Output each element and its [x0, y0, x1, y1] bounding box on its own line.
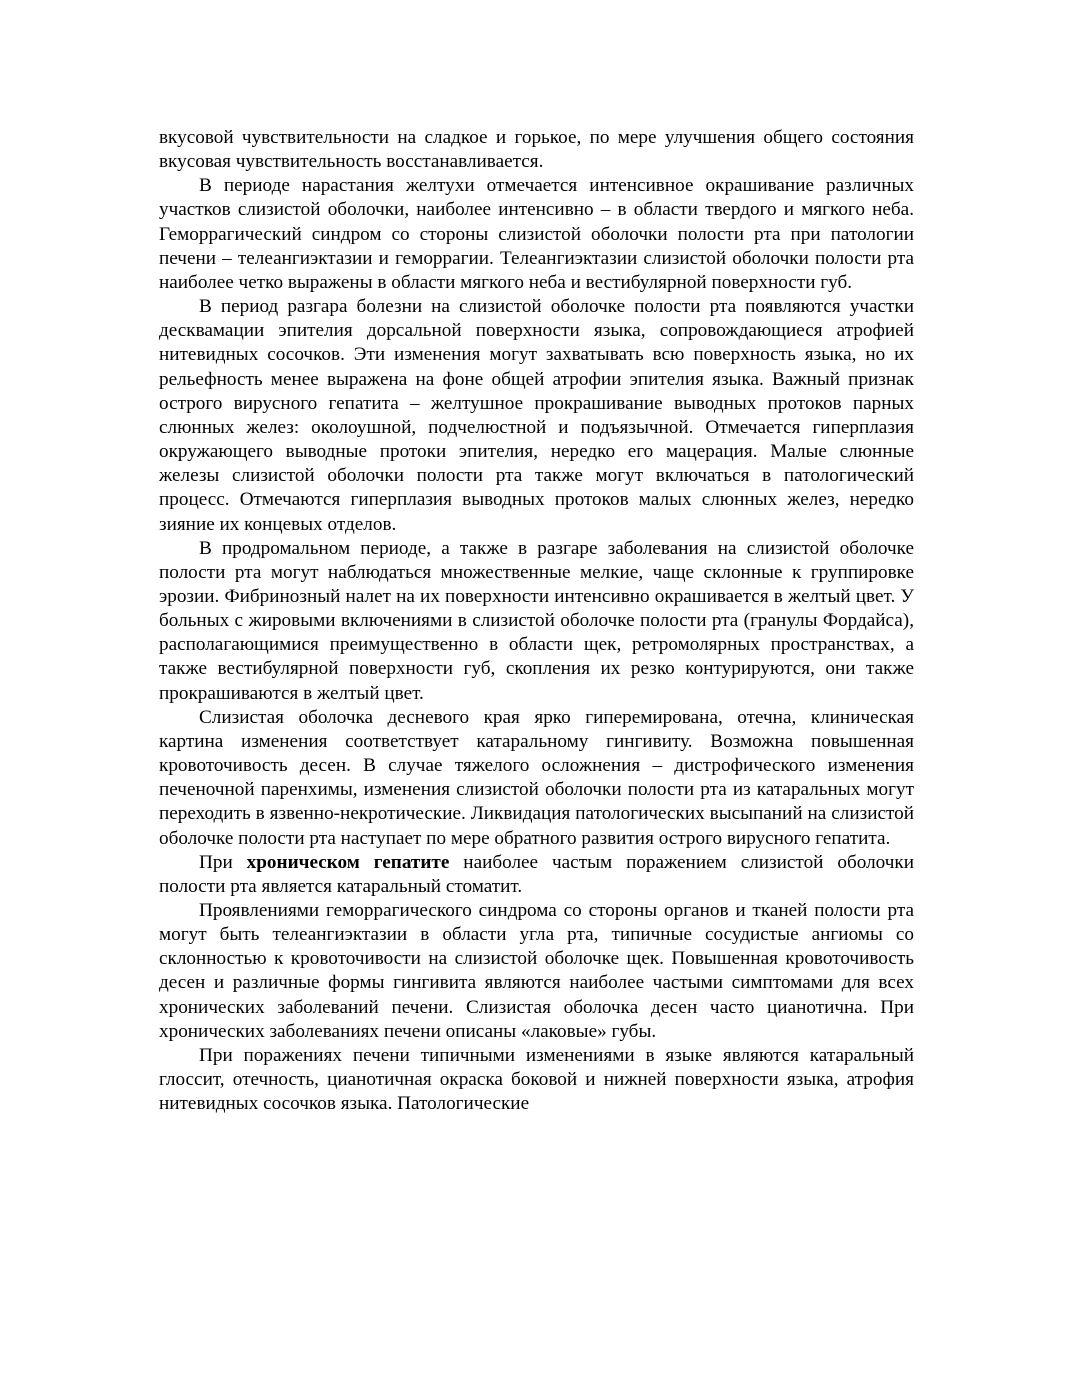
paragraph-peak-period: В период разгара болезни на слизистой оболочке полости рта появляются участки десквамации эпителия дорсальной поверхности языка, сопровождающиеся атрофией нитевидных сосочков. Эти изменения могут захватывать всю поверхность языка, но их рельефность менее выражена на фоне общей атрофии эпителия языка. Важный признак острого вирусного гепатита – желтушное прокрашивание выводных протоков парных слюнных желез: околоушной, подчелюстной и подъязычной. Отмечается гиперплазия окружающего выводные протоки эпителия, нередко его мацерация. Малые слюнные железы слизистой оболочки полости рта также могут включаться в патологический процесс. Отмечаются гиперплазия выводных протоков малых слюнных желез, нередко зияние их концевых отделов. [159, 296, 914, 535]
paragraph-tongue-changes: При поражениях печени типичными изменениями в языке являются катаральный глоссит, отечность, цианотичная окраска боковой и нижней поверхности языка, атрофия нитевидных сосочков языка. Патологические [159, 1044, 914, 1115]
paragraph-hemorrhagic-syndrome: Проявлениями геморрагического синдрома со стороны органов и тканей полости рта могут быть телеангиэктазии в области угла рта, типичные сосудистые ангиомы со склонностью к кровоточивости на слизистой оболочке щек. Повышенная кровоточивость десен и различные формы гингивита являются наиболее частыми симптомами для всех хронических заболеваний печени. Слизистая оболочка десен часто цианотична. При хронических заболеваниях печени описаны «лаковые» губы. [159, 900, 914, 1042]
chronic-hepatitis-suffix: наиболее частым поражением слизистой оболочки полости рта является катаральный стоматит. [159, 851, 914, 897]
paragraph-chronic-hepatitis [159, 851, 914, 899]
document-page [159, 126, 914, 1116]
paragraph-jaundice-period: В периоде нарастания желтухи отмечается интенсивное окрашивание различных участков слизистой оболочки, наиболее интенсивно – в области твердого и мягкого неба. Геморрагический синдром со стороны слизистой оболочки полости рта при патологии печени – телеангиэктазии и геморрагии. Телеангиэктазии слизистой оболочки полости рта наиболее четко выражены в области мягкого неба и вестибулярной поверхности губ. [159, 175, 914, 293]
paragraph-continuation: вкусовой чувствительности на сладкое и горькое, по мере улучшения общего состояния вкусовая чувствительность восстанавливается. [159, 127, 914, 173]
paragraph-prodromal-period: В продромальном периоде, а также в разгаре заболевания на слизистой оболочке полости рта могут наблюдаться множественные мелкие, чаще склонные к группировке эрозии. Фибринозный налет на их поверхности интенсивно окрашивается в желтый цвет. У больных с жировыми включениями в слизистой оболочке полости рта (гранулы Фордайса), располагающимися преимущественно в области щек, ретромолярных пространствах, а также вестибулярной поверхности губ, скопления их резко контурируются, они также прокрашиваются в желтый цвет. [159, 537, 914, 704]
chronic-hepatitis-term: хроническом гепатите [246, 851, 450, 873]
paragraph-gingival-margin: Слизистая оболочка десневого края ярко гиперемирована, отечна, клиническая картина изменения соответствует катаральному гингивиту. Возможна повышенная кровоточивость десен. В случае тяжелого осложнения – дистрофического изменения печеночной паренхимы, изменения слизистой оболочки полости рта из катаральных могут переходить в язвенно-некротические. Ликвидация патологических высыпаний на слизистой оболочке полости рта наступает по мере обратного развития острого вирусного гепатита. [159, 706, 914, 849]
chronic-hepatitis-prefix: При [199, 851, 247, 873]
